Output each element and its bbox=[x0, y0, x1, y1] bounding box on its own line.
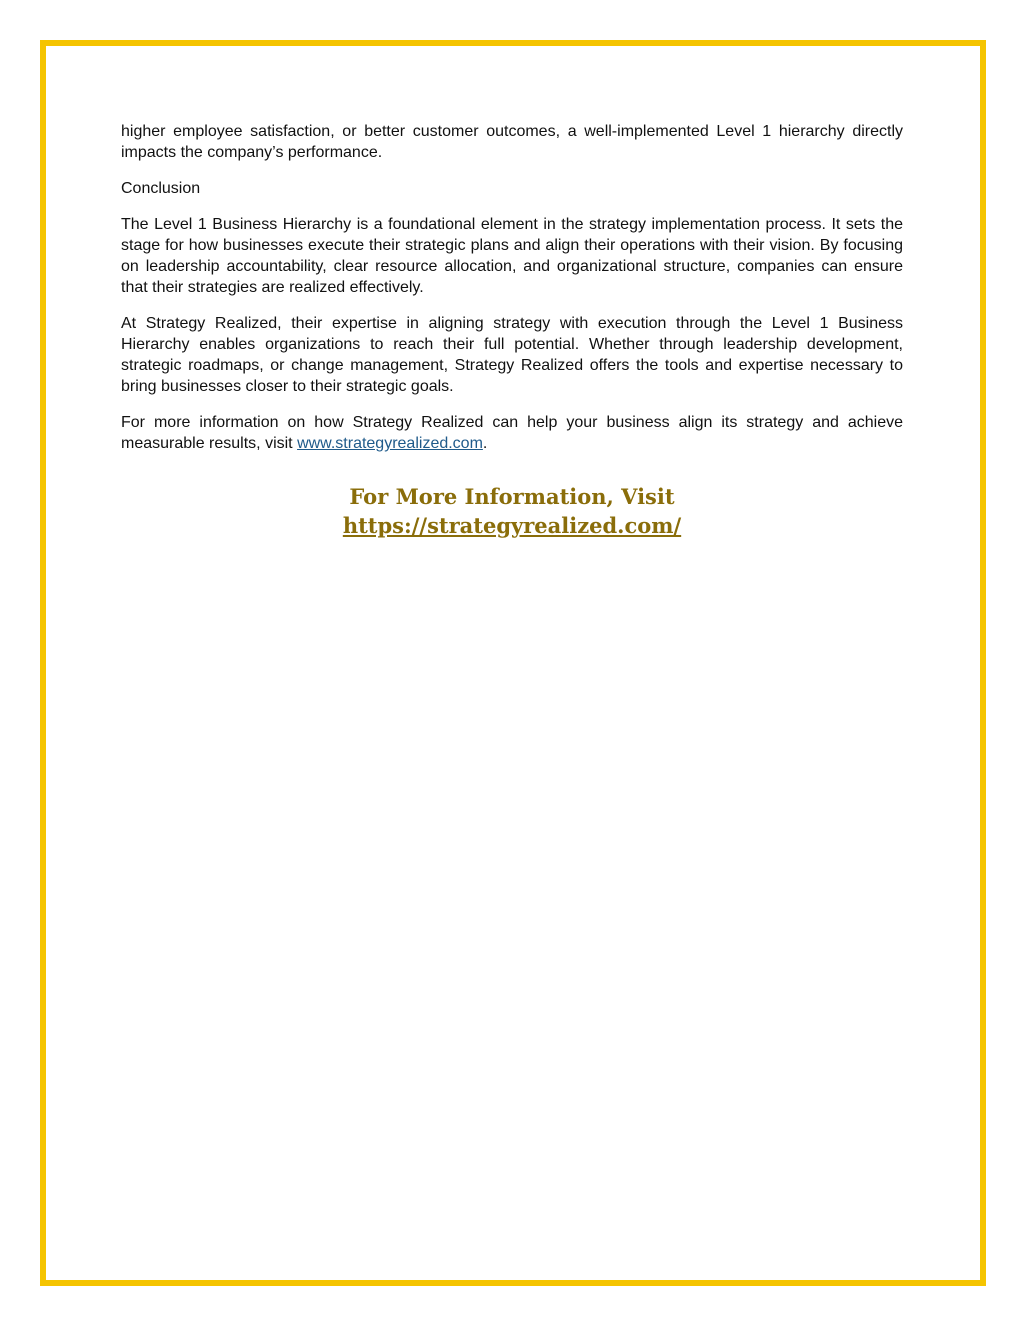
cta-heading: For More Information, Visit bbox=[349, 484, 675, 509]
cta-url-link[interactable]: https://strategyrealized.com/ bbox=[342, 513, 682, 538]
more-info-period: . bbox=[482, 435, 488, 452]
website-link[interactable]: www.strategyrealized.com bbox=[297, 435, 483, 452]
paragraph-continuation: higher employee satisfaction, or better customer outcomes, a well-implemented Level 1 hierarchy directly impacts the company’s performance. bbox=[121, 123, 903, 161]
paragraph-more-info bbox=[121, 412, 903, 454]
more-info-text: For more information on how Strategy Realized can help your business align its strategy and achieve measurable results, visit bbox=[121, 414, 903, 452]
call-to-action bbox=[121, 482, 903, 540]
section-heading-conclusion: Conclusion bbox=[121, 180, 201, 197]
body-text bbox=[121, 121, 903, 469]
paragraph-conclusion: The Level 1 Business Hierarchy is a foundational element in the strategy implementation process. It sets the stage for how businesses execute their strategic plans and align their operations with their vision. By focusing on leadership accountability, clear resource allocation, and organizational structure, companies can ensure that their strategies are realized effectively. bbox=[121, 216, 903, 296]
paragraph-strategy-realized: At Strategy Realized, their expertise in aligning strategy with execution through the Level 1 Business Hierarchy enables organizations to reach their full potential. Whether through leadership development, strategic roadmaps, or change management, Strategy Realized offers the tools and expertise necessary to bring businesses closer to their strategic goals. bbox=[121, 315, 903, 395]
